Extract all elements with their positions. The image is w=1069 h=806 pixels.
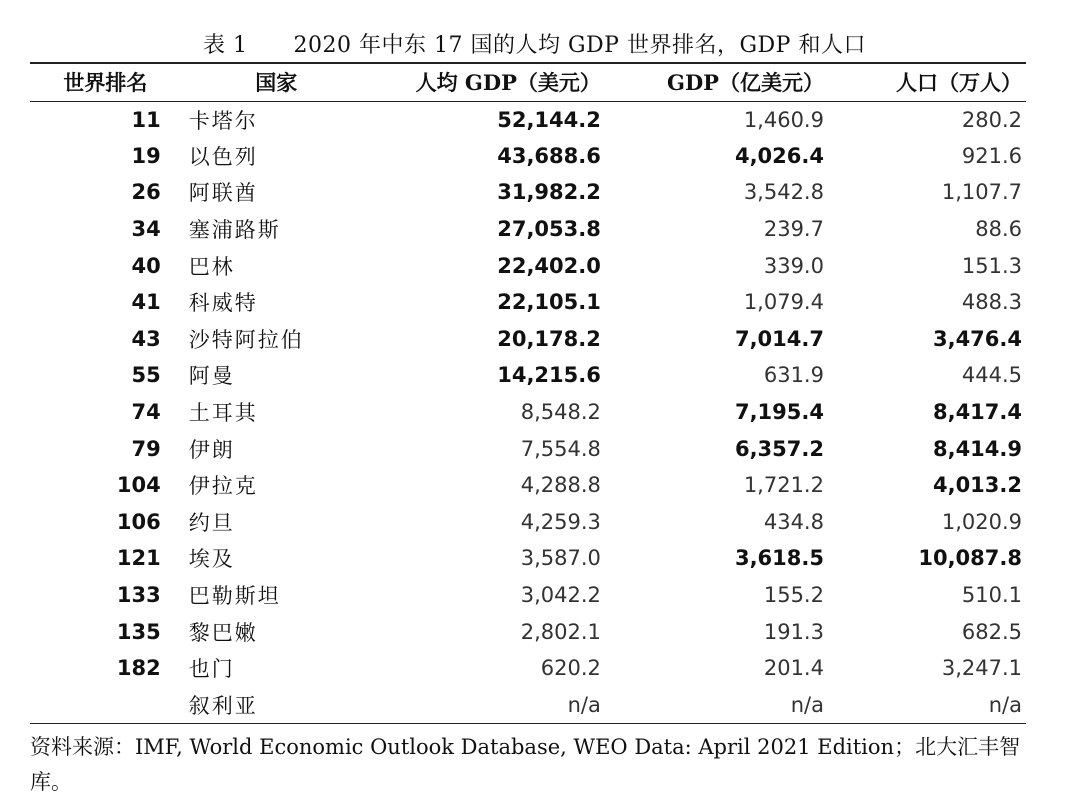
cell-country: 卡塔尔 xyxy=(188,108,258,133)
cell-gdp: 7,014.7 xyxy=(734,326,824,351)
cell-country: 叙利亚 xyxy=(181,687,372,724)
cell-country: 阿曼 xyxy=(188,364,235,389)
cell-gdp-per-capita: 22,402.0 xyxy=(497,253,601,278)
cell-population: 4,013.2 xyxy=(932,473,1022,498)
cell-gdp-per-capita: 2,802.1 xyxy=(520,619,601,644)
table-row xyxy=(30,357,1026,394)
cell-rank: 182 xyxy=(116,656,161,681)
cell-country: 埃及 xyxy=(188,547,235,572)
cell-country: 沙特阿拉伯 xyxy=(188,327,304,352)
cell-rank: 34 xyxy=(131,217,161,242)
header-gdp: GDP（亿美元） xyxy=(605,63,828,101)
cell-country: 伊拉克 xyxy=(188,474,258,499)
cell-gdp: 155.2 xyxy=(763,583,824,608)
cell-rank: 19 xyxy=(131,143,161,168)
table-row xyxy=(30,247,1026,284)
cell-gdp-per-capita: 3,587.0 xyxy=(520,546,601,571)
table-row xyxy=(30,138,1026,175)
cell-gdp: 434.8 xyxy=(763,509,824,534)
cell-country: 科威特 xyxy=(188,291,258,316)
cell-gdp-per-capita: 8,548.2 xyxy=(520,400,601,425)
cell-rank: 11 xyxy=(131,107,161,132)
cell-population: 921.6 xyxy=(961,143,1022,168)
cell-population: 3,247.1 xyxy=(941,656,1022,681)
cell-population: 8,417.4 xyxy=(932,400,1022,425)
table-row xyxy=(30,101,1026,138)
header-gdp-per-capita: 人均 GDP（美元） xyxy=(372,63,605,101)
table-row xyxy=(30,394,1026,431)
cell-rank: 43 xyxy=(131,326,161,351)
cell-country: 塞浦路斯 xyxy=(188,218,281,243)
cell-rank: 55 xyxy=(131,363,161,388)
cell-gdp-per-capita: n/a xyxy=(372,687,605,724)
cell-population: 88.6 xyxy=(975,217,1022,242)
table-row xyxy=(30,321,1026,358)
cell-gdp-per-capita: 27,053.8 xyxy=(497,217,601,242)
cell-population: 1,020.9 xyxy=(941,509,1022,534)
table-row xyxy=(30,504,1026,541)
table-row xyxy=(30,577,1026,614)
cell-population: 10,087.8 xyxy=(918,546,1022,571)
table-row xyxy=(30,174,1026,211)
cell-gdp: 4,026.4 xyxy=(734,143,824,168)
cell-gdp: 3,618.5 xyxy=(734,546,824,571)
table-row xyxy=(30,687,1026,724)
cell-rank: 41 xyxy=(131,290,161,315)
cell-gdp: 1,079.4 xyxy=(743,290,824,315)
table-row xyxy=(30,211,1026,248)
cell-population: 510.1 xyxy=(961,583,1022,608)
cell-rank: 135 xyxy=(116,619,161,644)
cell-gdp-per-capita: 52,144.2 xyxy=(497,107,601,132)
cell-gdp: 631.9 xyxy=(763,363,824,388)
cell-gdp-per-capita: 14,215.6 xyxy=(497,363,601,388)
cell-rank: 121 xyxy=(116,546,161,571)
cell-population: n/a xyxy=(828,687,1026,724)
cell-gdp: 3,542.8 xyxy=(743,180,824,205)
cell-population: 8,414.9 xyxy=(932,436,1022,461)
table-row xyxy=(30,430,1026,467)
cell-population: 280.2 xyxy=(961,107,1022,132)
cell-gdp-per-capita: 31,982.2 xyxy=(497,180,601,205)
cell-rank: 26 xyxy=(131,180,161,205)
cell-country: 约旦 xyxy=(188,510,235,535)
cell-gdp: 191.3 xyxy=(763,619,824,644)
cell-population: 3,476.4 xyxy=(932,326,1022,351)
cell-gdp-per-capita: 43,688.6 xyxy=(497,143,601,168)
header-country: 国家 xyxy=(181,63,372,101)
cell-gdp: 1,721.2 xyxy=(743,473,824,498)
cell-rank: 133 xyxy=(116,583,161,608)
cell-gdp-per-capita: 620.2 xyxy=(540,656,601,681)
table-body xyxy=(30,101,1026,723)
table-caption xyxy=(0,28,1069,59)
source-note: 资料来源：IMF, World Economic Outlook Database, WEO Data: April 2021 Edition；北大汇丰智库。 xyxy=(30,735,1021,794)
caption-title: 2020 年中东 17 国的人均 GDP 世界排名，GDP 和人口 xyxy=(293,33,866,58)
cell-country: 巴林 xyxy=(188,254,235,279)
cell-gdp-per-capita: 20,178.2 xyxy=(497,326,601,351)
cell-population: 444.5 xyxy=(961,363,1022,388)
header-rank: 世界排名 xyxy=(30,63,181,101)
cell-country: 黎巴嫩 xyxy=(188,620,258,645)
cell-gdp: 1,460.9 xyxy=(743,107,824,132)
table-row xyxy=(30,467,1026,504)
cell-rank: 40 xyxy=(131,253,161,278)
cell-population: 488.3 xyxy=(961,290,1022,315)
cell-gdp: 201.4 xyxy=(763,656,824,681)
cell-gdp: n/a xyxy=(605,687,828,724)
cell-gdp: 6,357.2 xyxy=(734,436,824,461)
cell-country: 巴勒斯坦 xyxy=(188,584,281,609)
table-row xyxy=(30,613,1026,650)
cell-gdp: 7,195.4 xyxy=(734,400,824,425)
cell-gdp-per-capita: 4,288.8 xyxy=(520,473,601,498)
table-row xyxy=(30,650,1026,687)
table-row xyxy=(30,284,1026,321)
cell-country: 阿联酋 xyxy=(188,181,258,206)
cell-country: 伊朗 xyxy=(188,437,235,462)
cell-gdp: 239.7 xyxy=(763,217,824,242)
cell-rank: 79 xyxy=(131,436,161,461)
table-header xyxy=(30,63,1026,101)
cell-population: 682.5 xyxy=(961,619,1022,644)
cell-gdp-per-capita: 4,259.3 xyxy=(520,509,601,534)
cell-gdp: 339.0 xyxy=(763,253,824,278)
cell-country: 也门 xyxy=(188,657,235,682)
header-row xyxy=(30,63,1026,101)
cell-country: 土耳其 xyxy=(188,401,258,426)
table-row xyxy=(30,540,1026,577)
cell-gdp-per-capita: 22,105.1 xyxy=(497,290,601,315)
caption-label: 表 1 xyxy=(203,33,248,58)
cell-gdp-per-capita: 7,554.8 xyxy=(520,436,601,461)
cell-gdp-per-capita: 3,042.2 xyxy=(520,583,601,608)
header-population: 人口（万人） xyxy=(828,63,1026,101)
cell-rank xyxy=(30,687,181,724)
cell-country: 以色列 xyxy=(188,144,258,169)
gdp-table xyxy=(30,62,1026,724)
cell-rank: 106 xyxy=(116,509,161,534)
cell-population: 1,107.7 xyxy=(941,180,1022,205)
cell-rank: 104 xyxy=(116,473,161,498)
cell-population: 151.3 xyxy=(961,253,1022,278)
cell-rank: 74 xyxy=(131,400,161,425)
